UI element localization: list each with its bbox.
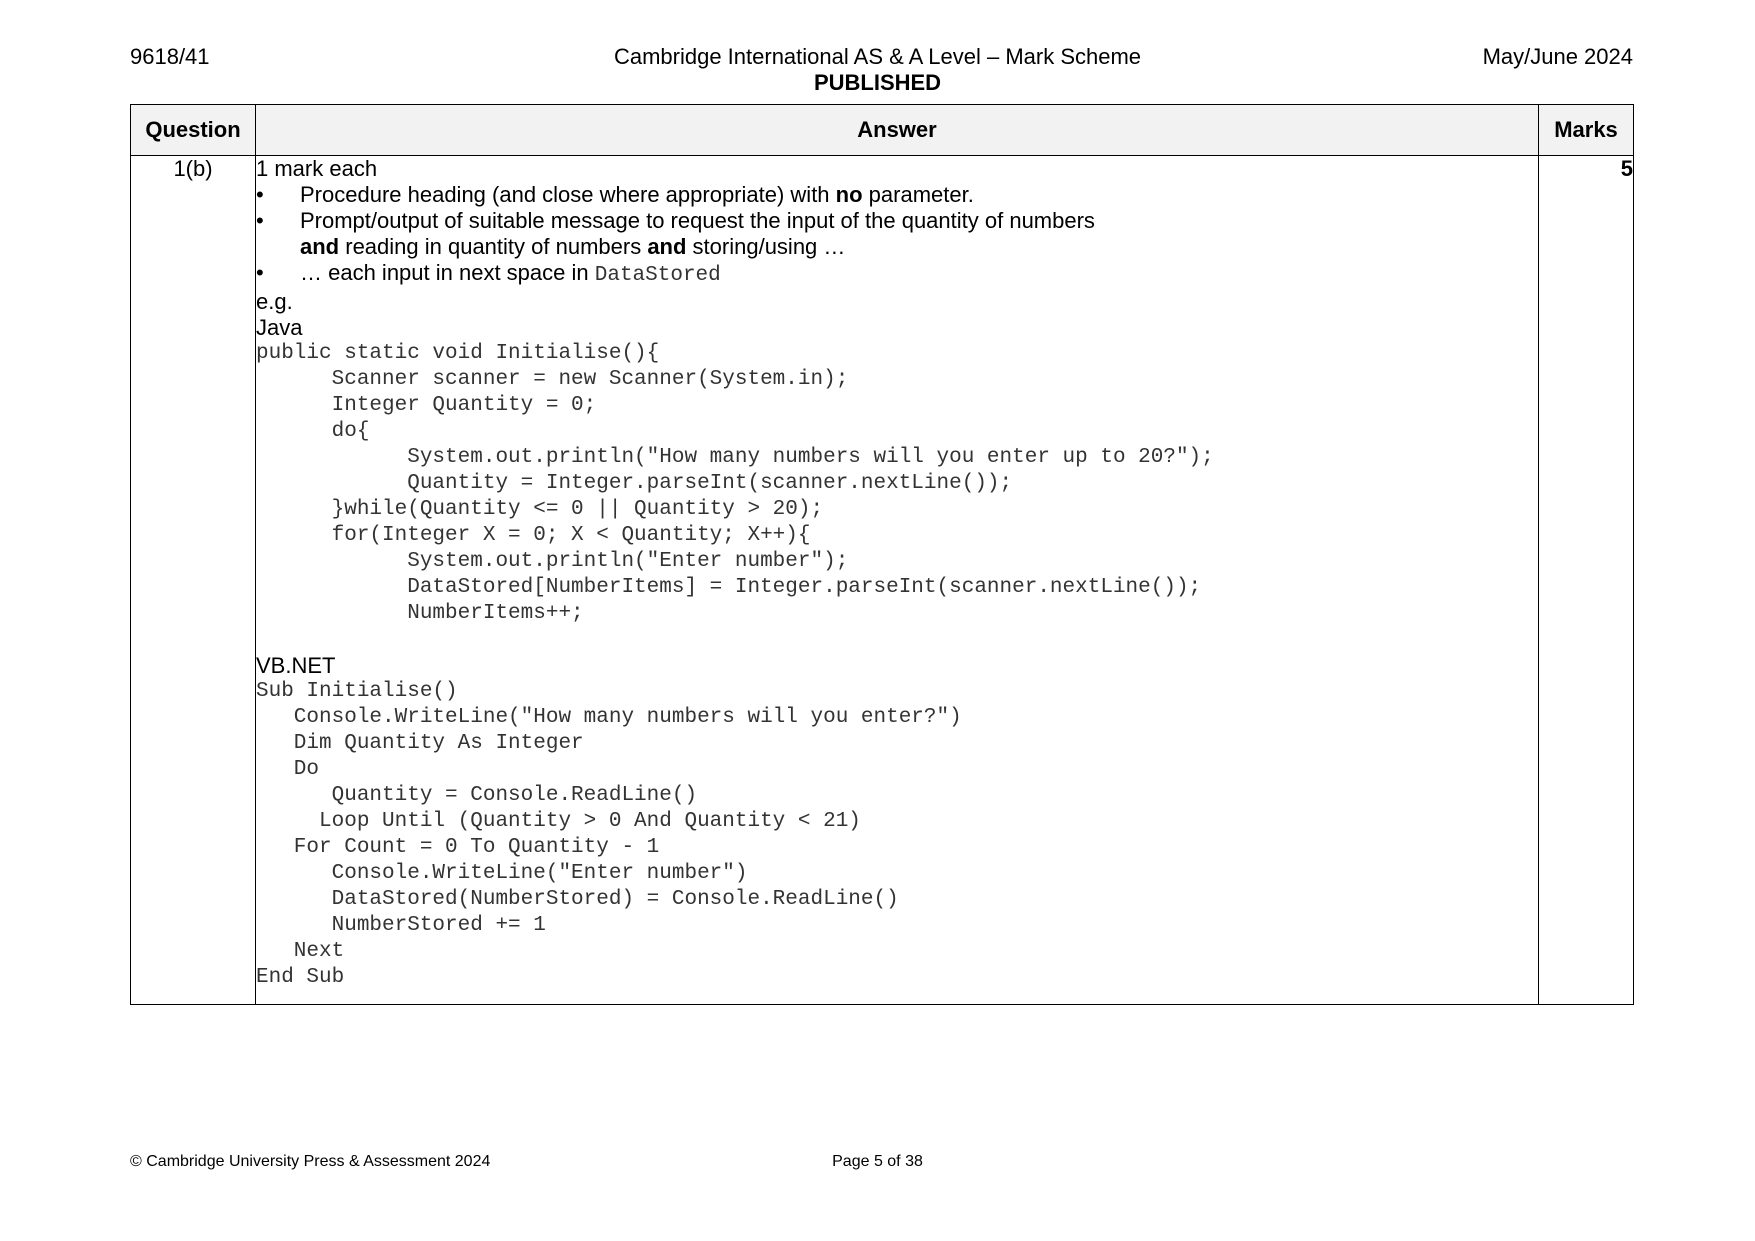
marking-point-2-bold-and-1: and (300, 234, 340, 259)
question-column-header: Question (131, 105, 256, 156)
marks-value: 5 (1539, 156, 1634, 1005)
question-number: 1(b) (131, 156, 256, 1005)
java-label: Java (256, 315, 303, 340)
vbnet-label: VB.NET (256, 653, 336, 678)
published-label: PUBLISHED (813, 70, 942, 95)
marking-point-2-mid: reading in quantity of numbers (339, 234, 648, 259)
page-number: Page 5 of 38 (832, 1153, 923, 1170)
marking-point-3 (256, 260, 1538, 289)
mark-scheme-table (130, 104, 1634, 1005)
table-row (131, 156, 1634, 1005)
marking-point-2-bold-and-2: and (647, 234, 687, 259)
marking-point-2-line1: Prompt/output of suitable message to request the input of the quantity of numbers (300, 208, 1095, 233)
marking-point-1 (256, 182, 1538, 208)
marking-point-1-end: parameter. (862, 182, 974, 207)
marking-point-2-end: storing/using … (686, 234, 846, 259)
spacer (256, 627, 1538, 653)
table-header-row (131, 105, 1634, 156)
vbnet-code-block: Sub Initialise() Console.WriteLine("How many numbers will you enter?") Dim Quantity As Integer Do Quantity = Console.ReadLine() Loop Until (Quantity > 0 And Quantity < 21) For Count = 0 To Quantity - 1 Console.WriteLine("Enter number") DataStored(NumberStored) = Console.ReadLine() NumberStored += 1 Next End Sub (256, 680, 962, 989)
java-code-block: public static void Initialise(){ Scanner scanner = new Scanner(System.in); Integer Quantity = 0; do{ System.out.println("How many numbers will you enter up to 20?"); Quantity = Integer.parseInt(scanner.nextLine()); }while(Quantity <= 0 || Quantity > 20); for(Integer X = 0; X < Quantity; X++){ System.out.println("Enter number"); DataStored[NumberItems] = Integer.parseInt(scanner.nextLine()); NumberItems++; (256, 342, 1214, 625)
example-label: e.g. (256, 289, 293, 314)
exam-session: May/June 2024 (1482, 44, 1633, 69)
copyright-notice: © Cambridge University Press & Assessment 2024 (130, 1153, 491, 1170)
marking-point-2-continuation (256, 234, 1538, 260)
mark-intro: 1 mark each (256, 156, 378, 181)
paper-code: 9618/41 (130, 44, 210, 69)
marks-column-header: Marks (1539, 105, 1634, 156)
answer-cell (256, 156, 1539, 1005)
marking-point-2 (256, 208, 1538, 234)
marking-point-1-text: Procedure heading (and close where appropriate) with (300, 182, 836, 207)
marking-point-3-code: DataStored (594, 264, 721, 287)
marking-point-3-text: … each input in next space in (300, 260, 595, 285)
answer-column-header: Answer (256, 105, 1539, 156)
marking-point-1-bold: no (835, 182, 863, 207)
document-title: Cambridge International AS & A Level – Mark Scheme (613, 44, 1142, 69)
